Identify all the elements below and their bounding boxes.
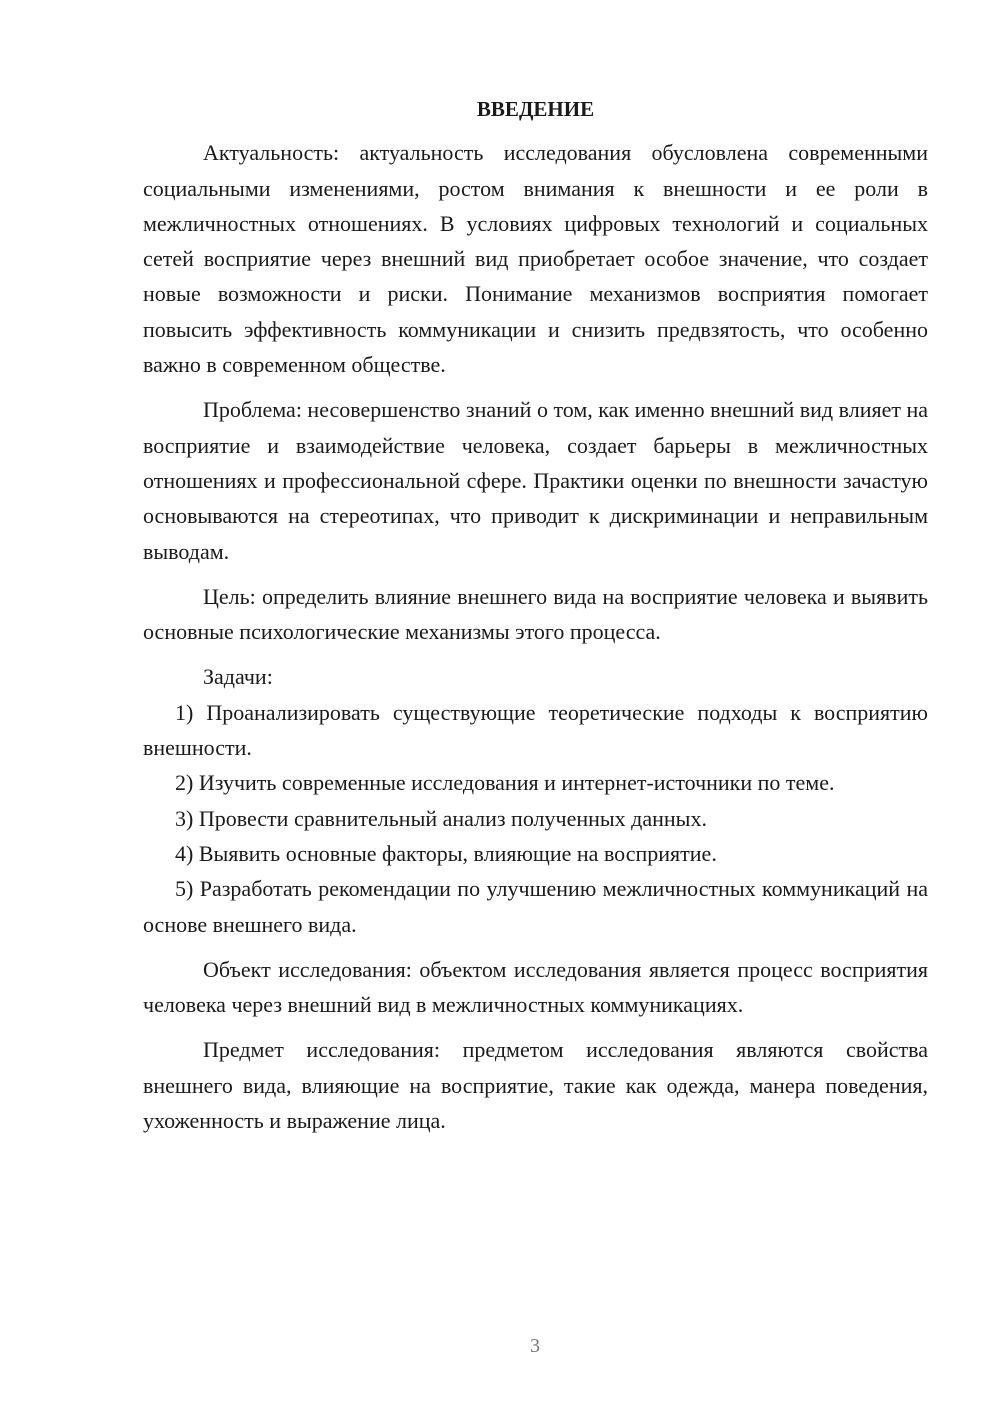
task-item-4: 4) Выявить основные факторы, влияющие на восприятие. xyxy=(175,840,717,866)
task-item-5: 5) Разработать рекомендации по улучшению межличностных коммуникаций на основе внешнего вида. xyxy=(143,876,928,937)
subject-paragraph: Предмет исследования: предметом исследования являются свойства внешнего вида, влияющие на восприятие, такие как одежда, манера поведения, ухоженность и выражение лица. xyxy=(143,1037,928,1134)
goal-paragraph: Цель: определить влияние внешнего вида на восприятие человека и выявить основные психологические механизмы этого процесса. xyxy=(143,583,928,645)
task-item-1: 1) Проанализировать существующие теоретические подходы к восприятию внешности. xyxy=(143,699,928,761)
tasks-heading: Задачи: xyxy=(203,664,273,690)
relevance-paragraph: Актуальность: актуальность исследования обусловлена современными социальными изменениями, ростом внимания к внешности и ее роли в межличностных отношениях. В условиях цифровых технологий и социальных сетей восприятие через внешний вид приобретает особое значение, что создает новые возможности и риски. Понимание механизмов восприятия помогает повысить эффективность коммуникации и снизить предвзятость, что особенно важно в современном обществе. xyxy=(143,140,928,378)
page-number: 3 xyxy=(530,1335,540,1357)
task-item-3: 3) Провести сравнительный анализ полученных данных. xyxy=(175,805,707,831)
problem-paragraph: Проблема: несовершенство знаний о том, как именно внешний вид влияет на восприятие и взаимодействие человека, создает барьеры в межличностных отношениях и профессиональной сфере. Практики оценки по внешности зачастую основываются на стереотипах, что приводит к дискриминации и неправильным выводам. xyxy=(143,397,929,564)
task-item-2: 2) Изучить современные исследования и интернет-источники по теме. xyxy=(175,770,835,796)
document-page xyxy=(143,92,928,1138)
object-paragraph: Объект исследования: объектом исследования является процесс восприятия человека через внешний вид в межличностных коммуникациях. xyxy=(143,956,928,1018)
section-heading: ВВЕДЕНИЕ xyxy=(476,97,595,121)
